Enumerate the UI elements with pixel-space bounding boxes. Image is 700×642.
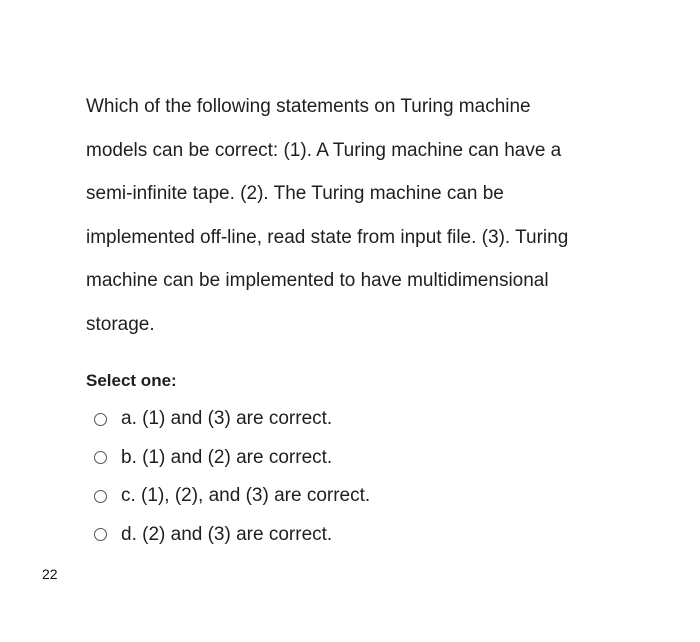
question-line: Which of the following statements on Turing machine xyxy=(86,96,531,117)
answer-options xyxy=(94,400,370,554)
question-text xyxy=(86,85,606,346)
question-line: semi-infinite tape. (2). The Turing machine can be xyxy=(86,183,504,204)
radio-button-b[interactable] xyxy=(94,451,107,464)
option-d[interactable] xyxy=(94,516,370,555)
option-c-label[interactable]: c. (1), (2), and (3) are correct. xyxy=(121,485,371,507)
select-one-label: Select one: xyxy=(86,371,177,390)
option-a[interactable] xyxy=(94,400,370,439)
radio-button-d[interactable] xyxy=(94,528,107,541)
question-line: implemented off-line, read state from input file. (3). Turing xyxy=(86,226,569,248)
question-line: storage. xyxy=(86,313,155,335)
option-d-label[interactable]: d. (2) and (3) are correct. xyxy=(121,523,333,545)
radio-button-a[interactable] xyxy=(94,413,107,426)
question-line: machine can be implemented to have multidimensional xyxy=(86,270,549,291)
radio-button-c[interactable] xyxy=(94,490,107,503)
option-a-label[interactable]: a. (1) and (3) are correct. xyxy=(121,408,333,430)
option-b[interactable] xyxy=(94,439,370,478)
option-b-label[interactable]: b. (1) and (2) are correct. xyxy=(121,446,333,468)
question-line: models can be correct: (1). A Turing machine can have a xyxy=(86,139,562,161)
page-number: 22 xyxy=(42,566,58,582)
option-c[interactable] xyxy=(94,477,370,516)
